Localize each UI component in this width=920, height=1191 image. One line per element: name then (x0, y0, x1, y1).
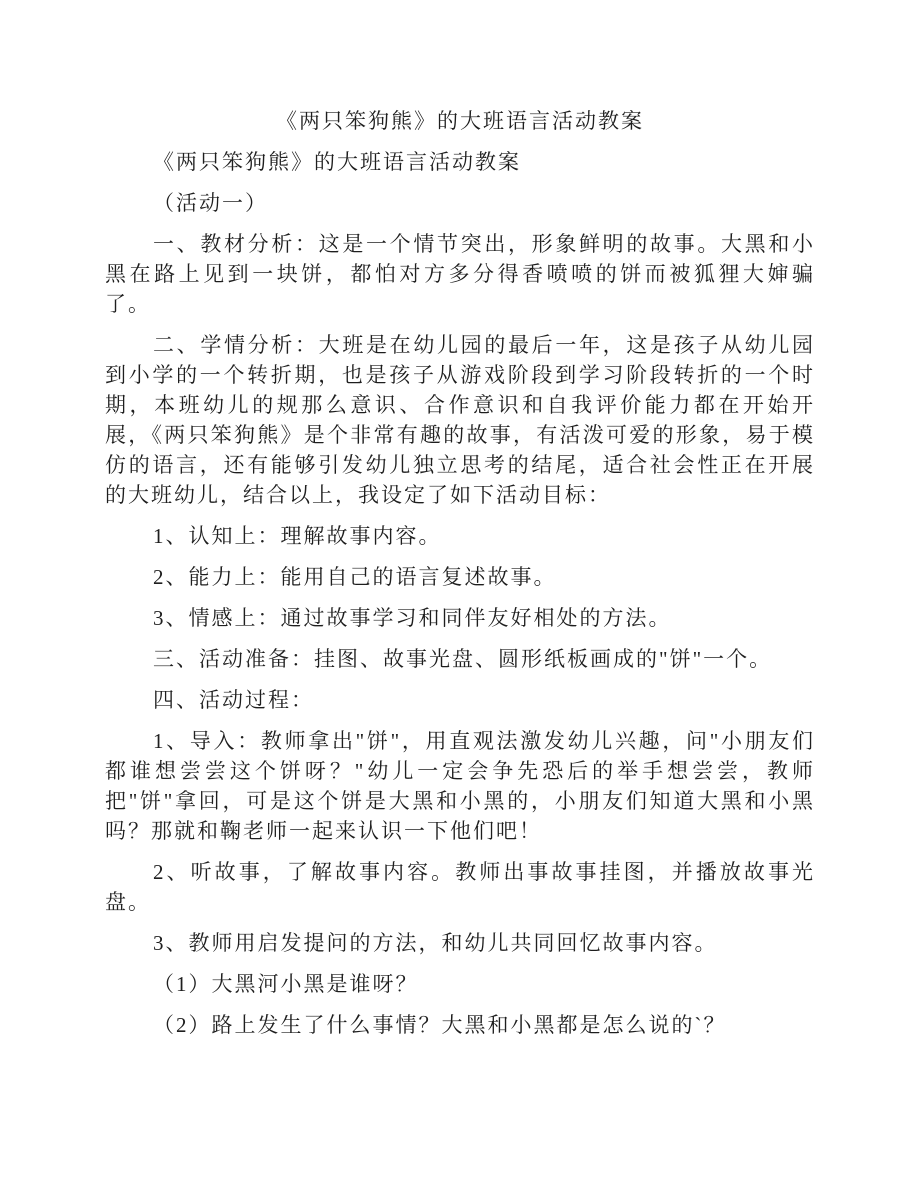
goal-emotion: 3、情感上：通过故事学习和同伴友好相处的方法。 (153, 606, 672, 630)
para-preparation: 三、活动准备：挂图、故事光盘、圆形纸板画成的"饼"一个。 (153, 647, 773, 671)
question-2: （2）路上发生了什么事情？大黑和小黑都是怎么说的`？ (153, 1013, 727, 1037)
step-3-questioning: 3、教师用启发提问的方法，和幼儿共同回忆故事内容。 (153, 931, 718, 955)
page-title: 《两只笨狗熊》的大班语言活动教案 (276, 109, 644, 133)
step-1-introduction: 1、导入：教师拿出"饼"，用直观法激发幼儿兴趣，问"小朋友们都谁想尝尝这个饼呀？"幼儿一定会争先恐后的举手想尝尝，教师把"饼"拿回，可是这个饼是大黑和小黑的，小朋友们知道大黑和小黑吗？那就和鞠老师一起来认识一下他们吧！ (105, 729, 815, 843)
goal-cognition: 1、认知上：理解故事内容。 (153, 524, 442, 548)
para-material-analysis: 一、教材分析：这是一个情节突出，形象鲜明的故事。大黑和小黑在路上见到一块饼，都怕对方多分得香喷喷的饼而被狐狸大婶骗了。 (105, 232, 815, 316)
activity-one-label: （活动一） (153, 191, 268, 215)
step-2-listen-story: 2、听故事，了解故事内容。教师出事故事挂图，并播放故事光盘。 (105, 860, 815, 914)
para-learner-analysis: 二、学情分析：大班是在幼儿园的最后一年，这是孩子从幼儿园到小学的一个转折期，也是孩子从游戏阶段到学习阶段转折的一个时期，本班幼儿的规那么意识、合作意识和自我评价能力都在开始开展，《两只笨狗熊》是个非常有趣的故事，有活泼可爱的形象，易于模仿的语言，还有能够引发幼儿独立思考的结尾，适合社会性正在开展的大班幼儿，结合以上，我设定了如下活动目标： (105, 333, 815, 507)
para-process-heading: 四、活动过程： (153, 688, 314, 712)
question-1: （1）大黑河小黑是谁呀？ (153, 972, 419, 996)
goal-ability: 2、能力上：能用自己的语言复述故事。 (153, 565, 557, 589)
title-repeat-paragraph: 《两只笨狗熊》的大班语言活动教案 (153, 150, 521, 174)
